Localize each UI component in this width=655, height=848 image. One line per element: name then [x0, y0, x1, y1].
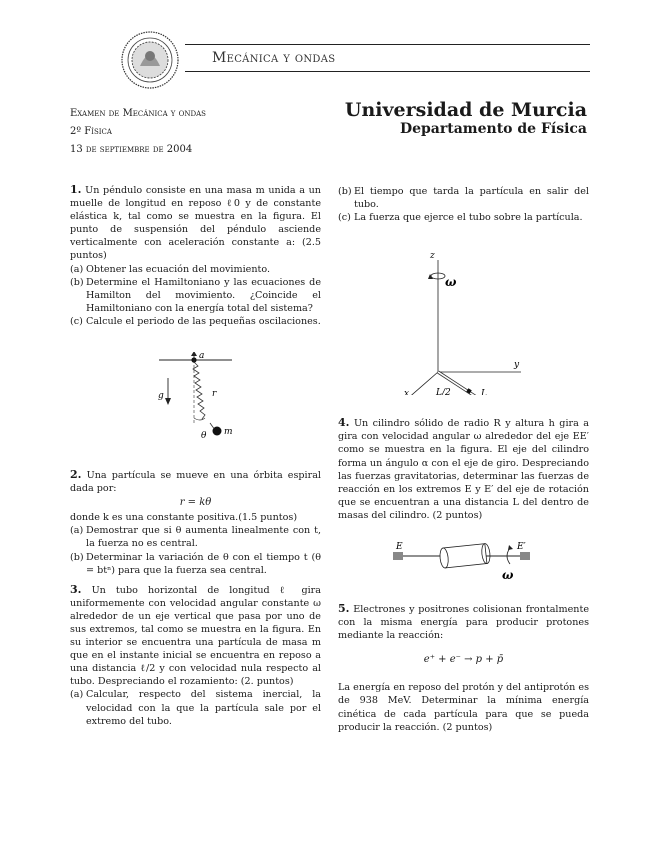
label-z: z	[430, 251, 435, 262]
problem-text: Un cilindro sólido de radio R y altura h gira a gira con velocidad angular ω alrededor del eje EE′ como se muestra en la figura. El eje del cilindro forma un ángulo α con el eje de giro. Despreciando las fuerzas gravitatorias, determinar las fuerzas de reacción en los extremos E y E′ del eje de rotación que se encuentran a una distancia L del dentro de masas del cilindro. (2 puntos)	[338, 418, 589, 521]
label-L-half: L/2	[436, 388, 451, 396]
label-theta: θ	[201, 431, 207, 442]
item-text: Obtener las ecuación del movimiento.	[86, 263, 271, 275]
item-text: Determine el Hamiltoniano y las ecuaciones de Hamilton del movimiento. ¿Coincide el Hamiltoniano con la energía total del sistema?	[86, 276, 321, 314]
problem-text: Electrones y positrones colisionan frontalmente con la misma energía para producir protones mediante la reacción:	[338, 604, 589, 642]
label-L: L	[481, 389, 487, 396]
cylinder-figure	[338, 536, 589, 586]
problem-number: 5.	[338, 602, 350, 616]
problem-text: Un tubo horizontal de longitud ℓ gira uniformemente con velocidad angular constante ω alrededor de un eje vertical que pasa por uno de sus extremos, tal como se muestra en la figura. En su interior se encuentra una partícula de masa m que en el instante inicial se encuentra en reposo a una distancia ℓ/2 y con velocidad nula respecto al tubo. Despreciando el rozamiento: (2. puntos)	[70, 584, 321, 688]
label-y: y	[514, 360, 520, 371]
problem-number: 1.	[70, 183, 82, 196]
label-a: a	[199, 352, 205, 362]
university-name: Universidad de Murcia	[344, 99, 587, 121]
exam-date: 13 de septiembre de 2004	[70, 144, 193, 155]
list-item	[70, 688, 321, 727]
list-item	[338, 185, 589, 211]
exam-name: Examen de Mecánica y ondas	[70, 108, 206, 119]
pendulum-figure	[70, 352, 321, 460]
item-label: (a)	[70, 263, 84, 275]
list-item	[70, 315, 321, 328]
problem-text: Una partícula se mueve en una órbita espiral dada por:	[70, 470, 321, 495]
problem-5	[338, 602, 589, 642]
item-label: (b)	[70, 276, 84, 288]
item-label: (a)	[70, 689, 84, 701]
label-x: x	[404, 389, 410, 396]
list-item	[70, 551, 321, 577]
level: 2º Física	[70, 126, 112, 137]
left-column	[70, 183, 321, 728]
course-title: Mecánica y ondas	[212, 50, 336, 66]
item-text: Demostrar que si θ aumenta linealmente con t, la fuerza no es central.	[86, 525, 321, 550]
label-E-prime: E′	[517, 542, 526, 553]
list-item	[70, 524, 321, 550]
label-g: g	[158, 391, 164, 402]
problem-number: 4.	[338, 416, 350, 430]
problem-text: La energía en reposo del protón y del antiprotón es de 938 MeV. Determinar la mínima energía cinética de cada partícula para que se pueda producir la reacción. (2 puntos)	[338, 682, 589, 733]
problem-number: 2.	[70, 468, 82, 482]
right-column	[338, 185, 589, 734]
problem-2	[70, 468, 321, 495]
item-text: Calcule el periodo de las pequeñas oscilaciones.	[86, 315, 321, 327]
equation: e⁺ + e⁻ → p + p̄	[423, 654, 504, 666]
item-label: (c)	[338, 212, 351, 224]
header-rule-top	[185, 44, 590, 45]
header-rule-bottom	[185, 71, 590, 72]
item-label: (a)	[70, 525, 84, 537]
item-text: La fuerza que ejerce el tubo sobre la partícula.	[354, 212, 583, 224]
item-label: (b)	[338, 186, 352, 197]
item-label: (b)	[70, 551, 84, 563]
problem-3	[70, 583, 321, 689]
tube-figure	[338, 240, 589, 395]
problem-text: donde k es una constante positiva.(1.5 puntos)	[70, 512, 298, 524]
label-r: r	[212, 389, 217, 400]
label-omega: ω	[445, 275, 457, 290]
label-E: E	[396, 542, 403, 553]
problem-text: Un péndulo consiste en una masa m unida a un muelle de longitud en reposo ℓ0 y de constante elástica k, tal como se muestra en la figura. El punto de suspensión del péndulo asciende verticalmente con aceleración constante a: (2.5 puntos)	[70, 185, 321, 262]
department-name: Departamento de Física	[399, 121, 587, 137]
problem-number: 3.	[70, 582, 82, 596]
list-item	[338, 211, 589, 224]
university-seal	[120, 30, 180, 90]
problem-4	[338, 416, 589, 522]
item-text: El tiempo que tarda la partícula en salir del tubo.	[354, 186, 589, 211]
label-m: m	[224, 427, 233, 438]
item-text: Determinar la variación de θ con el tiempo t (θ = btⁿ) para que la fuerza sea central.	[86, 551, 321, 576]
list-item	[70, 276, 321, 315]
equation: r = kθ	[179, 497, 212, 509]
item-label: (c)	[70, 315, 83, 327]
list-item	[70, 263, 321, 276]
item-text: Calcular, respecto del sistema inercial, la velocidad con la que la partícula sale por el extremo del tubo.	[86, 689, 321, 727]
problem-1	[70, 183, 321, 263]
label-omega: ω	[502, 568, 514, 583]
